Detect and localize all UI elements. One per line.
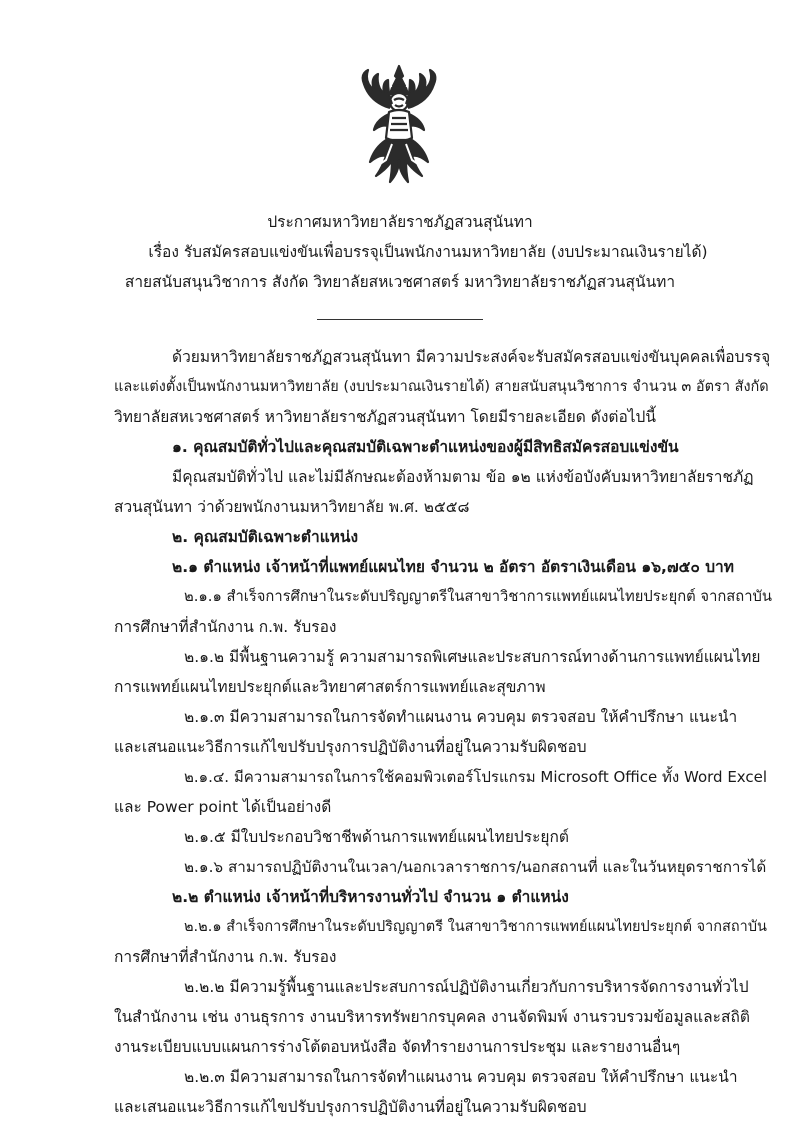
section-1-heading: ๑. คุณสมบัติทั่วไปและคุณสมบัติเฉพาะตำแหน่งของผู้มีสิทธิสมัครสอบแข่งขัน: [172, 438, 679, 456]
item-2-1-4-line-2: และ Power point ได้เป็นอย่างดี: [114, 798, 332, 816]
item-2-1-1-line-1: ๒.๑.๑ สำเร็จการศึกษาในระดับปริญญาตรีในสาขาวิชาการแพทย์แผนไทยประยุกต์ จากสถาบัน: [184, 588, 772, 605]
header-divider: [317, 319, 483, 320]
section-1-line-2: สวนสุนันทา ว่าด้วยพนักงานมหาวิทยาลัย พ.ศ. ๒๕๕๘: [114, 498, 470, 516]
item-2-1-3-line-2: และเสนอแนะวิธีการแก้ไขปรับปรุงการปฏิบัติงานที่อยู่ในความรับผิดชอบ: [114, 738, 587, 756]
position-1-heading: ๒.๑ ตำแหน่ง เจ้าหน้าที่แพทย์แผนไทย จำนวน ๒ อัตรา อัตราเงินเดือน ๑๖,๗๕๐ บาท: [172, 558, 734, 576]
garuda-emblem-icon: [356, 64, 442, 188]
position-2-heading: ๒.๒ ตำแหน่ง เจ้าหน้าที่บริหารงานทั่วไป จำนวน ๑ ตำแหน่ง: [172, 888, 569, 906]
item-2-1-5: ๒.๑.๕ มีใบประกอบวิชาชีพด้านการแพทย์แผนไทยประยุกต์: [184, 828, 569, 846]
page-title: ประกาศมหาวิทยาลัยราชภัฏสวนสุนันทา: [267, 213, 533, 231]
section-2-heading: ๒. คุณสมบัติเฉพาะตำแหน่ง: [172, 528, 359, 546]
item-2-2-2-line-3: งานระเบียบแบบแผนการร่างโต้ตอบหนังสือ จัดทำรายงานการประชุม และรายงานอื่นๆ: [114, 1038, 681, 1056]
item-2-2-3-line-1: ๒.๒.๓ มีความสามารถในการจัดทำแผนงาน ควบคุม ตรวจสอบ ให้คำปรึกษา แนะนำ: [184, 1068, 738, 1086]
item-2-2-3-line-2: และเสนอแนะวิธีการแก้ไขปรับปรุงการปฏิบัติงานที่อยู่ในความรับผิดชอบ: [114, 1098, 587, 1116]
item-2-1-1-line-2: การศึกษาที่สำนักงาน ก.พ. รับรอง: [114, 618, 337, 636]
item-2-2-2-line-2: ในสำนักงาน เช่น งานธุรการ งานบริหารทรัพยากรบุคคล งานจัดพิมพ์ งานรวบรวมข้อมูลและสถิติ: [114, 1008, 750, 1026]
item-2-2-1-line-2: การศึกษาที่สำนักงาน ก.พ. รับรอง: [114, 948, 337, 966]
intro-line-1: ด้วยมหาวิทยาลัยราชภัฏสวนสุนันทา มีความประสงค์จะรับสมัครสอบแข่งขันบุคคลเพื่อบรรจุ: [172, 348, 771, 366]
item-2-1-4-line-1: ๒.๑.๔. มีความสามารถในการใช้คอมพิวเตอร์โปรแกรม Microsoft Office ทั้ง Word Excel: [184, 768, 768, 786]
department-line: สายสนับสนุนวิชาการ สังกัด วิทยาลัยสหเวชศาสตร์ มหาวิทยาลัยราชภัฏสวนสุนันทา: [124, 273, 676, 291]
subject-line: เรื่อง รับสมัครสอบแข่งขันเพื่อบรรจุเป็นพนักงานมหาวิทยาลัย (งบประมาณเงินรายได้): [148, 243, 708, 261]
item-2-1-3-line-1: ๒.๑.๓ มีความสามารถในการจัดทำแผนงาน ควบคุม ตรวจสอบ ให้คำปรึกษา แนะนำ: [184, 708, 738, 726]
intro-line-2: และแต่งตั้งเป็นพนักงานมหาวิทยาลัย (งบประมาณเงินรายได้) สายสนับสนุนวิชาการ จำนวน ๓ อัตรา สังกัด: [114, 379, 769, 395]
item-2-2-2-line-1: ๒.๒.๒ มีความรู้พื้นฐานและประสบการณ์ปฏิบัติงานเกี่ยวกับการบริหารจัดการงานทั่วไป: [184, 978, 749, 996]
item-2-1-2-line-1: ๒.๑.๒ มีพื้นฐานความรู้ ความสามารถพิเศษและประสบการณ์ทางด้านการแพทย์แผนไทย: [184, 648, 761, 666]
section-1-line-1: มีคุณสมบัติทั่วไป และไม่มีลักษณะต้องห้ามตาม ข้อ ๑๒ แห่งข้อบังคับมหาวิทยาลัยราชภัฏ: [172, 468, 754, 486]
intro-line-3: วิทยาลัยสหเวชศาสตร์ หาวิทยาลัยราชภัฏสวนสุนันทา โดยมีรายละเอียด ดังต่อไปนี้: [114, 408, 656, 426]
item-2-1-2-line-2: การแพทย์แผนไทยประยุกต์และวิทยาศาสตร์การแพทย์และสุขภาพ: [114, 678, 546, 696]
item-2-1-6: ๒.๑.๖ สามารถปฏิบัติงานในเวลา/นอกเวลาราชการ/นอกสถานที่ และในวันหยุดราชการได้: [184, 858, 767, 876]
item-2-2-1-line-1: ๒.๒.๑ สำเร็จการศึกษาในระดับปริญญาตรี ในสาขาวิชาการแพทย์แผนไทยประยุกต์ จากสถาบัน: [184, 919, 767, 935]
